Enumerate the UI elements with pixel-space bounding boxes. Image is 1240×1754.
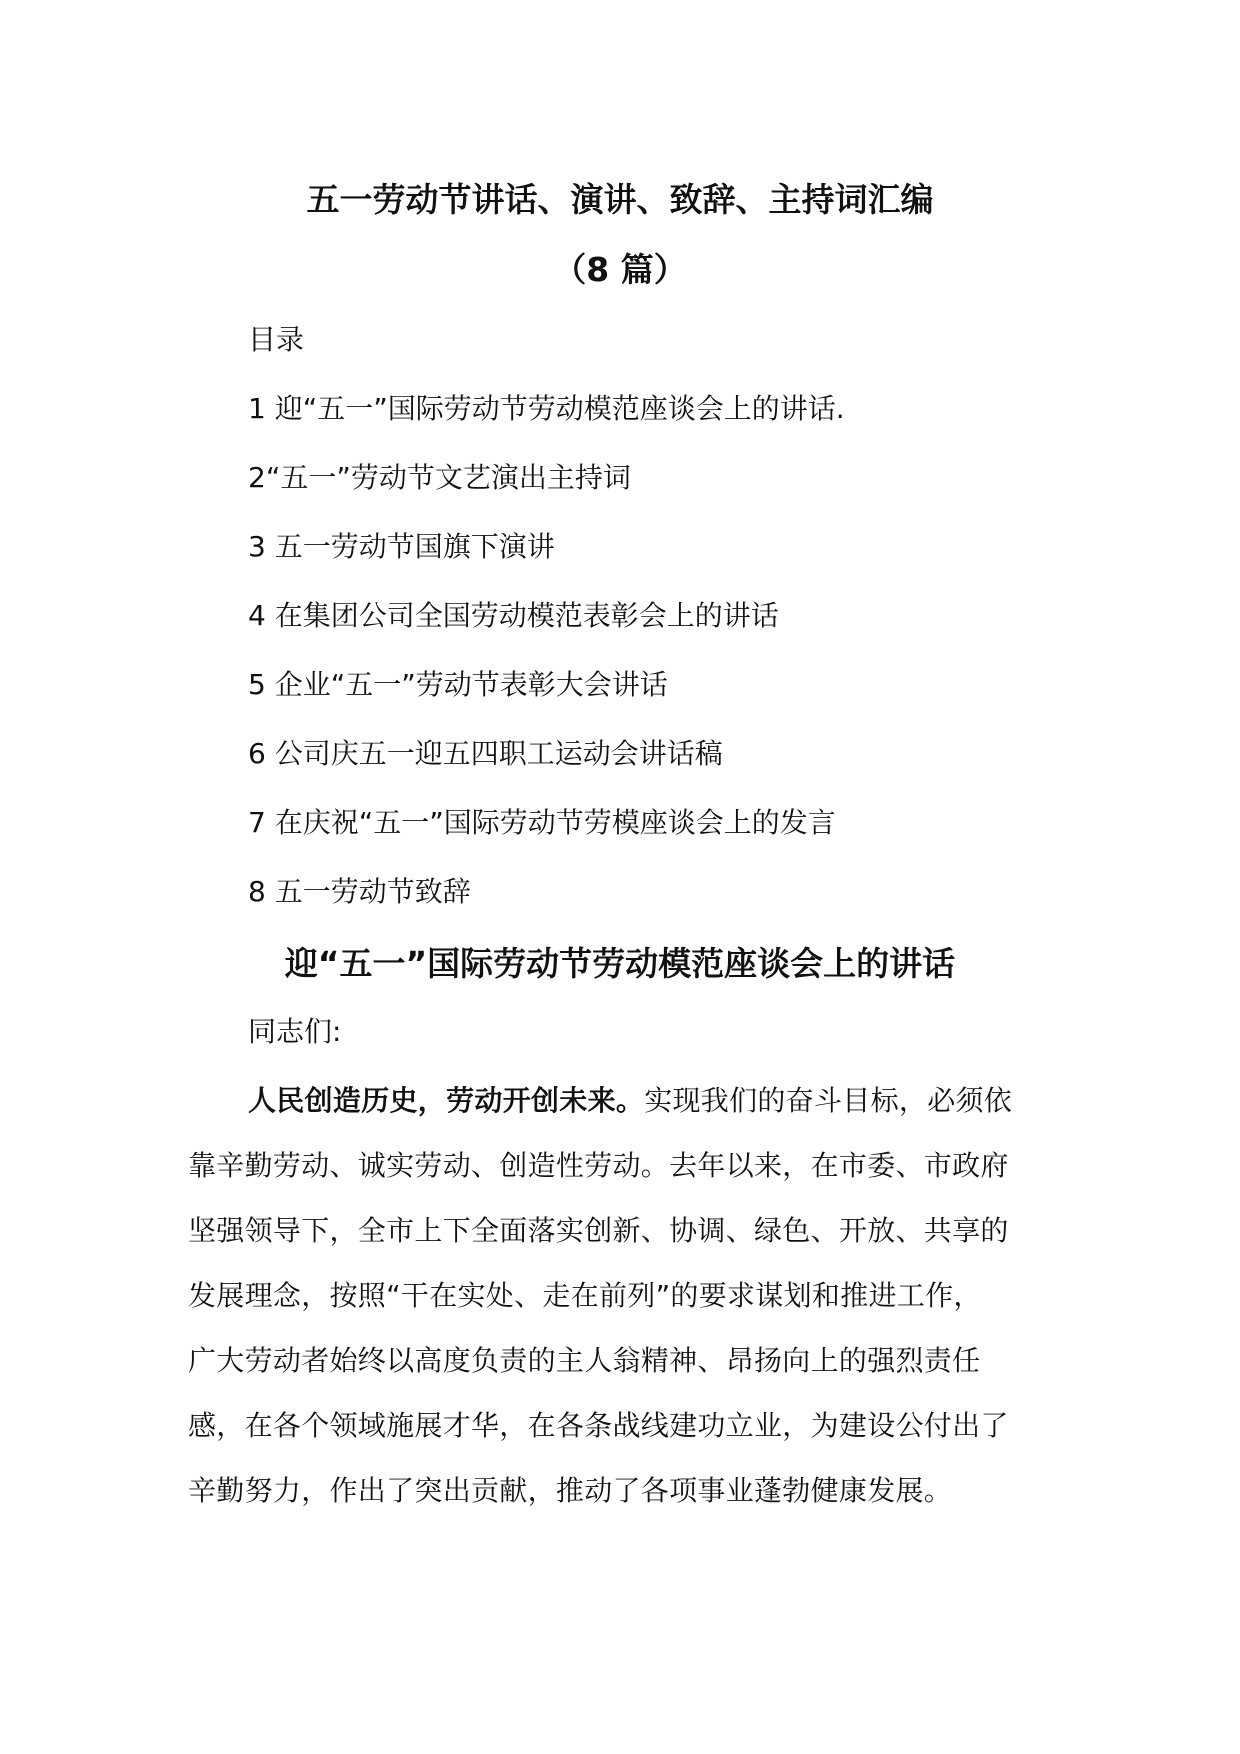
paragraph-line-1 (188, 1081, 1048, 1146)
toc-item-6: 6 公司庆五一迎五四职工运动会讲话稿 (248, 737, 723, 770)
toc-heading: 目录 (248, 323, 305, 356)
toc-item-1: 1 迎“五一”国际劳动节劳动模范座谈会上的讲话. (248, 392, 845, 425)
body-paragraph (188, 1081, 1048, 1536)
paragraph-lead: 人民创造历史，劳动开创未来。 (248, 1084, 645, 1117)
toc-item-8: 8 五一劳动节致辞 (248, 875, 471, 908)
paragraph-line-6: 感，在各个领域施展才华，在各条战线建功立业，为建设公付出了 (188, 1409, 1009, 1442)
paragraph-line-2: 靠辛勤劳动、诚实劳动、创造性劳动。去年以来，在市委、市政府 (188, 1149, 1009, 1182)
paragraph-line-4: 发展理念，按照“干在实处、走在前列”的要求谋划和推进工作， (188, 1279, 982, 1312)
toc-item-5: 5 企业“五一”劳动节表彰大会讲话 (248, 668, 668, 701)
document-subtitle: （8 篇） (553, 250, 687, 289)
table-of-contents (248, 389, 845, 941)
paragraph-line-3: 坚强领导下，全市上下全面落实创新、协调、绿色、开放、共享的 (188, 1214, 1009, 1247)
paragraph-line-text: 实现我们的奋斗目标，必须依 (644, 1084, 1013, 1117)
paragraph-line-7: 辛勤努力，作出了突出贡献，推动了各项事业蓬勃健康发展。 (188, 1474, 953, 1507)
toc-item-3: 3 五一劳动节国旗下演讲 (248, 530, 555, 563)
toc-item-4: 4 在集团公司全国劳动模范表彰会上的讲话 (248, 599, 779, 632)
document-title: 五一劳动节讲话、演讲、致辞、主持词汇编 (306, 180, 934, 219)
toc-item-7: 7 在庆祝“五一”国际劳动节劳模座谈会上的发言 (248, 806, 836, 839)
section-title: 迎“五一”国际劳动节劳动模范座谈会上的讲话 (284, 944, 956, 983)
salutation: 同志们: (248, 1015, 342, 1048)
toc-item-2: 2“五一”劳动节文艺演出主持词 (248, 461, 631, 494)
paragraph-line-5: 广大劳动者始终以高度负责的主人翁精神、昂扬向上的强烈责任 (188, 1344, 981, 1377)
